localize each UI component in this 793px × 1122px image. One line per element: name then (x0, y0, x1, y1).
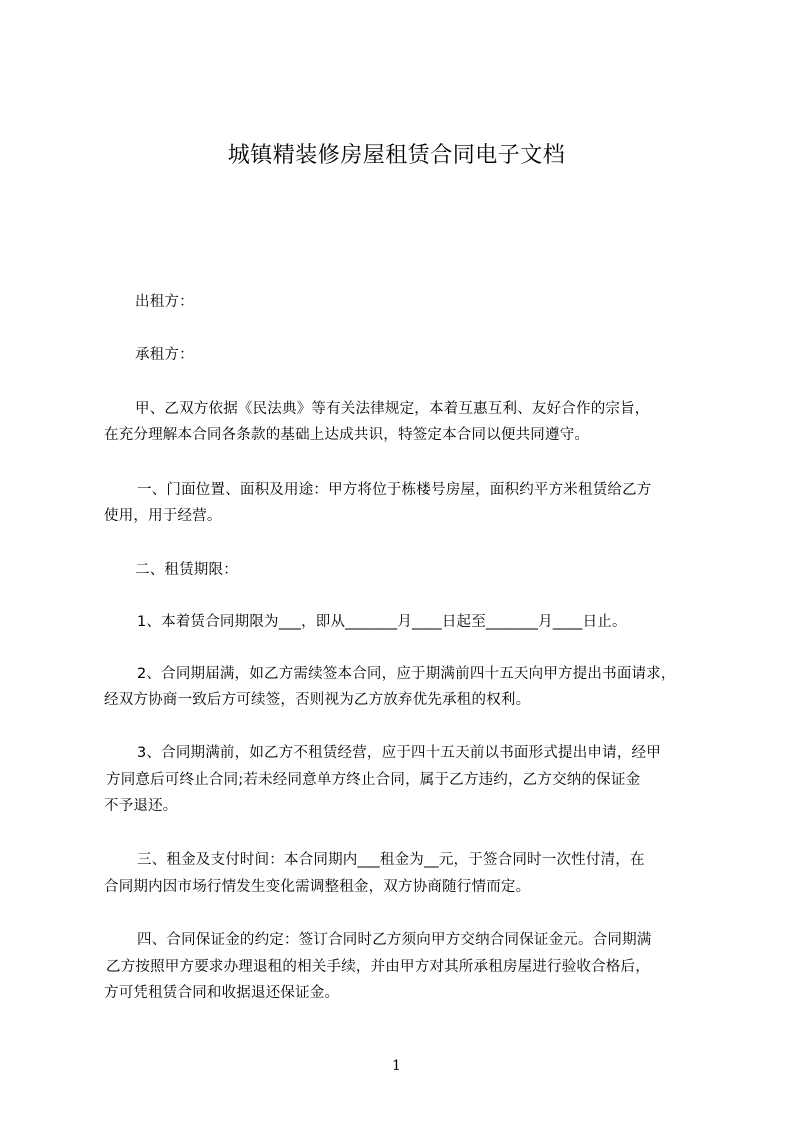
section2-heading: 二、租赁期限： (135, 562, 238, 578)
term3-line-3: 不予退还。 (104, 798, 178, 814)
lessee-label: 承租方： (135, 347, 194, 363)
section4-line-1: 四、合同保证金的约定：签订合同时乙方须向甲方交纳合同保证金元。合同期满 (137, 932, 652, 948)
term3-line-2: 方同意后可终止合同;若未经同意单方终止合同，属于乙方违约，乙方交纳的保证金 (106, 772, 641, 788)
section1-line-1: 一、门面位置、面积及用途：甲方将位于栋楼号房屋，面积约平方米租赁给乙方 (137, 482, 652, 498)
section4-line-2: 乙方按照甲方要求办理退租的相关手续，并由甲方对其所承租房屋进行验收合格后， (106, 959, 650, 975)
section1-line-2: 使用，用于经营。 (104, 508, 222, 524)
section3-line-2: 合同期内因市场行情发生变化需调整租金，双方协商随行情而定。 (104, 879, 531, 895)
lessor-label: 出租方： (135, 294, 194, 310)
section4-line-3: 方可凭租赁合同和收据退还保证金。 (104, 985, 340, 1001)
term2-line-1: 2、合同期届满，如乙方需续签本合同，应于期满前四十五天向甲方提出书面请求， (137, 666, 676, 682)
section3-line-1: 三、租金及支付时间：本合同期内___租金为__元，于签合同时一次性付清，在 (137, 852, 645, 868)
intro-line-1: 甲、乙双方依据《民法典》等有关法律规定，本着互惠互利、友好合作的宗旨， (135, 401, 650, 417)
page-number: 1 (392, 1058, 401, 1074)
term3-line-1: 3、合同期满前，如乙方不租赁经营，应于四十五天前以书面形式提出申请，经甲 (137, 745, 661, 761)
intro-line-2: 在充分理解本合同各条款的基础上达成共识，特签定本合同以便共同遵守。 (104, 427, 590, 443)
term1-line: 1、本着赁合同期限为___，即从_______月____日起至_______月____日止。 (137, 614, 627, 630)
document-title: 城镇精装修房屋租赁合同电子文档 (227, 143, 566, 168)
term2-line-2: 经双方协商一致后方可续签，否则视为乙方放弃优先承租的权利。 (104, 692, 531, 708)
